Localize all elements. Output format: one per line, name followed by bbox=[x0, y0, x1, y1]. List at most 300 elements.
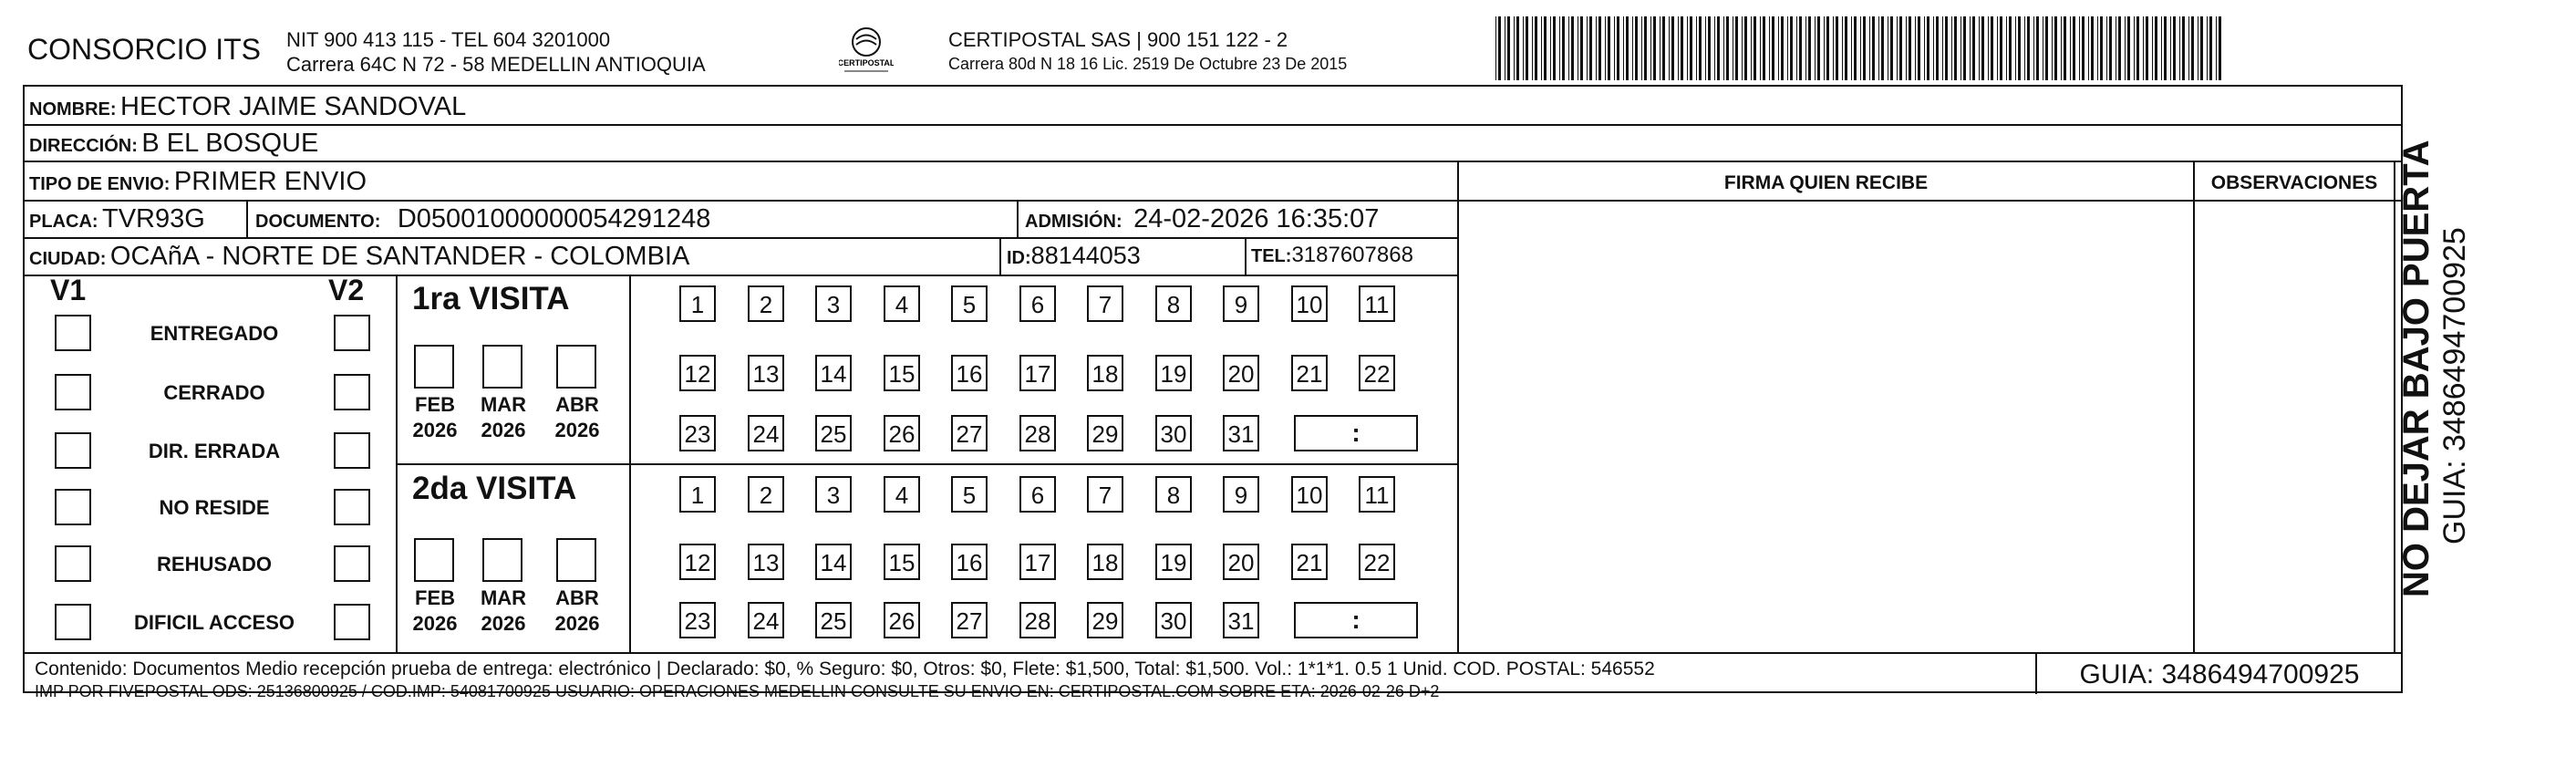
barcode-bar bbox=[1945, 16, 1948, 80]
status-label: NO RESIDE bbox=[159, 496, 270, 519]
v2-checkbox[interactable] bbox=[334, 374, 370, 410]
observaciones-label: OBSERVACIONES bbox=[2210, 172, 2378, 193]
day-box[interactable]: 20 bbox=[1223, 544, 1259, 580]
barcode-bar bbox=[2097, 16, 2098, 80]
day-box[interactable]: 14 bbox=[815, 355, 852, 391]
month-name: ABR bbox=[555, 586, 599, 609]
day-box[interactable]: 22 bbox=[1359, 544, 1395, 580]
barcode-bar bbox=[2082, 16, 2085, 80]
barcode-bar bbox=[1589, 16, 1592, 80]
day-box[interactable]: 18 bbox=[1087, 355, 1123, 391]
barcode-bar bbox=[1869, 16, 1870, 80]
nombre-value: HECTOR JAIME SANDOVAL bbox=[120, 92, 467, 121]
barcode-bar bbox=[1495, 16, 1496, 80]
day-box[interactable]: 29 bbox=[1087, 415, 1123, 451]
barcode-bar bbox=[1696, 16, 1697, 80]
barcode-bar bbox=[2182, 16, 2185, 80]
barcode-bar bbox=[2036, 16, 2039, 80]
barcode-bar bbox=[1671, 16, 1674, 80]
barcode-bar bbox=[1653, 16, 1656, 80]
v2-checkbox[interactable] bbox=[334, 315, 370, 351]
barcode-bar bbox=[1960, 16, 1961, 80]
barcode-bar bbox=[1927, 16, 1929, 80]
barcode-bar bbox=[2064, 16, 2066, 80]
day-box[interactable]: 23 bbox=[679, 602, 716, 638]
footer-imp: IMP POR FIVEPOSTAL ODS: 25136800925 / COD.IMP: 54081700925 USUARIO: OPERACIONES MEDELLIN CONSULTE SU ENVIO EN: CERTIPOSTAL.COM SOBRE ETA: 2026-02-26 D+2 bbox=[35, 682, 1440, 700]
month-year: 2026 bbox=[554, 419, 600, 441]
v1-checkbox[interactable] bbox=[55, 432, 91, 469]
barcode-bar bbox=[1909, 16, 1911, 80]
barcode-bar bbox=[2052, 16, 2053, 80]
side-guia: GUIA: 3486494700925 bbox=[2437, 227, 2472, 544]
day-box[interactable]: 28 bbox=[1019, 415, 1056, 451]
day-box[interactable]: 7 bbox=[1087, 476, 1123, 513]
day-box[interactable]: 22 bbox=[1359, 355, 1395, 391]
barcode-bar bbox=[1717, 16, 1720, 80]
ciudad-row bbox=[29, 242, 689, 272]
barcode-bar bbox=[2179, 16, 2180, 80]
barcode-bar bbox=[1951, 16, 1952, 80]
barcode-bar bbox=[2009, 16, 2012, 80]
admision-row bbox=[1025, 204, 1379, 234]
barcode-bar bbox=[1614, 16, 1615, 80]
barcode-bar bbox=[1626, 16, 1629, 80]
placa-row bbox=[29, 204, 205, 234]
barcode-bar bbox=[1644, 16, 1647, 80]
month-year: 2026 bbox=[554, 612, 600, 635]
barcode-bar bbox=[2207, 16, 2208, 80]
barcode-bar bbox=[1699, 16, 1702, 80]
barcode-bar bbox=[1635, 16, 1638, 80]
barcode-bar bbox=[1559, 16, 1560, 80]
barcode-bar bbox=[1815, 16, 1816, 80]
barcode-bar bbox=[1878, 16, 1879, 80]
barcode-bar bbox=[1808, 16, 1811, 80]
barcode-bar bbox=[1942, 16, 1943, 80]
barcode-bar bbox=[1742, 16, 1743, 80]
barcode-bar bbox=[2136, 16, 2139, 80]
day-box[interactable]: 10 bbox=[1291, 476, 1328, 513]
day-box[interactable]: 20 bbox=[1223, 355, 1259, 391]
barcode-bar bbox=[1535, 16, 1537, 80]
v1-checkbox[interactable] bbox=[55, 315, 91, 351]
address-line: Carrera 64C N 72 - 58 MEDELLIN ANTIOQUIA bbox=[286, 53, 706, 76]
barcode-bar bbox=[1507, 16, 1510, 80]
day-box[interactable]: 9 bbox=[1223, 285, 1259, 322]
day-box[interactable]: 23 bbox=[679, 415, 716, 451]
day-box[interactable]: 2 bbox=[748, 476, 784, 513]
day-box[interactable]: 4 bbox=[884, 285, 920, 322]
barcode-bar bbox=[1754, 16, 1756, 80]
direccion-row bbox=[29, 129, 318, 159]
barcode-bar bbox=[1790, 16, 1793, 80]
barcode-bar bbox=[1936, 16, 1939, 80]
barcode-bar bbox=[1726, 16, 1729, 80]
day-box[interactable]: 27 bbox=[951, 602, 988, 638]
day-box[interactable]: 17 bbox=[1019, 544, 1056, 580]
month-year: 2026 bbox=[412, 612, 458, 635]
barcode-bar bbox=[1854, 16, 1857, 80]
company-info bbox=[286, 27, 706, 77]
barcode-bar bbox=[1897, 16, 1898, 80]
tel-row bbox=[1251, 243, 1413, 268]
barcode bbox=[1495, 16, 2225, 80]
status-label: DIR. ERRADA bbox=[148, 440, 281, 462]
barcode-bar bbox=[2125, 16, 2126, 80]
month-checkbox[interactable] bbox=[556, 538, 596, 582]
day-box[interactable]: 1 bbox=[679, 476, 716, 513]
certipostal-logo bbox=[839, 26, 894, 77]
tel-value: 3187607868 bbox=[1291, 243, 1413, 267]
v1-checkbox[interactable] bbox=[55, 545, 91, 582]
barcode-bar bbox=[1851, 16, 1852, 80]
day-box[interactable]: 27 bbox=[951, 415, 988, 451]
v2-checkbox[interactable] bbox=[334, 432, 370, 469]
barcode-bar bbox=[1781, 16, 1784, 80]
footer-contenido: Contenido: Documentos Medio recepción prueba de entrega: electrónico | Declarado: $0, % Seguro: $0, Otros: $0, Flete: $1,500, Total: $1,500. Vol.: 1*1*1. 0.5 1 Unid. COD. POSTAL: 546552 bbox=[35, 658, 1655, 679]
day-box[interactable]: 13 bbox=[748, 544, 784, 580]
day-box[interactable]: 10 bbox=[1291, 285, 1328, 322]
barcode-bar bbox=[1608, 16, 1610, 80]
documento-label: DOCUMENTO: bbox=[255, 212, 381, 232]
barcode-bar bbox=[2188, 16, 2189, 80]
barcode-bar bbox=[2134, 16, 2135, 80]
ciudad-value: OCAñA - NORTE DE SANTANDER - COLOMBIA bbox=[109, 242, 690, 271]
barcode-bar bbox=[1906, 16, 1907, 80]
barcode-bar bbox=[1598, 16, 1601, 80]
v1-label: V1 bbox=[50, 274, 87, 306]
v2-checkbox[interactable] bbox=[334, 489, 370, 525]
barcode-bar bbox=[1623, 16, 1624, 80]
id-label: ID: bbox=[1007, 248, 1031, 268]
day-box[interactable]: 7 bbox=[1087, 285, 1123, 322]
barcode-bar bbox=[1687, 16, 1688, 80]
barcode-bar bbox=[2033, 16, 2034, 80]
day-box[interactable]: 13 bbox=[748, 355, 784, 391]
barcode-bar bbox=[1580, 16, 1583, 80]
barcode-bar bbox=[1988, 16, 1989, 80]
first-visit-title: 1ra VISITA bbox=[412, 281, 570, 316]
barcode-bar bbox=[1981, 16, 1984, 80]
barcode-bar bbox=[1553, 16, 1556, 80]
day-box[interactable]: 5 bbox=[951, 285, 988, 322]
barcode-bar bbox=[2079, 16, 2080, 80]
barcode-bar bbox=[1796, 16, 1797, 80]
day-box[interactable]: 3 bbox=[815, 476, 852, 513]
day-box[interactable]: 11 bbox=[1359, 476, 1395, 513]
month-name: MAR bbox=[480, 393, 527, 416]
direccion-label: DIRECCIÓN: bbox=[29, 136, 138, 156]
month-checkbox[interactable] bbox=[414, 538, 454, 582]
barcode-bar bbox=[1872, 16, 1875, 80]
barcode-bar bbox=[2109, 16, 2112, 80]
barcode-bar bbox=[1526, 16, 1528, 80]
barcode-bar bbox=[2200, 16, 2203, 80]
barcode-bar bbox=[2018, 16, 2021, 80]
barcode-bar bbox=[1954, 16, 1957, 80]
barcode-bar bbox=[1669, 16, 1670, 80]
barcode-bar bbox=[1714, 16, 1715, 80]
day-box[interactable]: 19 bbox=[1155, 544, 1192, 580]
day-box[interactable]: 5 bbox=[951, 476, 988, 513]
barcode-bar bbox=[2045, 16, 2048, 80]
v1-checkbox[interactable] bbox=[55, 374, 91, 410]
tel-label: TEL: bbox=[1251, 246, 1292, 266]
barcode-bar bbox=[1997, 16, 1998, 80]
placa-value: TVR93G bbox=[102, 204, 205, 233]
day-box[interactable]: 16 bbox=[951, 355, 988, 391]
nit-line: NIT 900 413 115 - TEL 604 3201000 bbox=[286, 28, 611, 51]
month-checkbox[interactable] bbox=[482, 345, 522, 389]
v1-checkbox[interactable] bbox=[55, 489, 91, 525]
barcode-bar bbox=[1860, 16, 1861, 80]
day-box[interactable]: 1 bbox=[679, 285, 716, 322]
barcode-bar bbox=[1833, 16, 1834, 80]
barcode-bar bbox=[1918, 16, 1920, 80]
barcode-bar bbox=[1845, 16, 1847, 80]
barcode-bar bbox=[1963, 16, 1966, 80]
time-box[interactable]: : bbox=[1294, 602, 1418, 638]
barcode-bar bbox=[2024, 16, 2025, 80]
nombre-row bbox=[29, 92, 466, 122]
barcode-bar bbox=[1735, 16, 1738, 80]
day-box[interactable]: 21 bbox=[1291, 355, 1328, 391]
day-box[interactable]: 16 bbox=[951, 544, 988, 580]
month-checkbox[interactable] bbox=[414, 345, 454, 389]
barcode-bar bbox=[1991, 16, 1993, 80]
barcode-bar bbox=[2152, 16, 2153, 80]
day-box[interactable]: 4 bbox=[884, 476, 920, 513]
footer-guia: GUIA: 3486494700925 bbox=[2079, 659, 2360, 690]
barcode-bar bbox=[1970, 16, 1971, 80]
month-name: FEB bbox=[415, 586, 455, 609]
barcode-bar bbox=[1541, 16, 1542, 80]
day-box[interactable]: 12 bbox=[679, 544, 716, 580]
day-box[interactable]: 31 bbox=[1223, 602, 1259, 638]
barcode-bar bbox=[2209, 16, 2212, 80]
v1-checkbox[interactable] bbox=[55, 604, 91, 640]
ciudad-label: CIUDAD: bbox=[29, 249, 107, 269]
barcode-bar bbox=[1836, 16, 1838, 80]
day-box[interactable]: 6 bbox=[1019, 285, 1056, 322]
day-box[interactable]: 15 bbox=[884, 355, 920, 391]
documento-row bbox=[255, 204, 710, 234]
barcode-bar bbox=[1763, 16, 1765, 80]
barcode-bar bbox=[1744, 16, 1747, 80]
barcode-bar bbox=[1933, 16, 1934, 80]
firma-label: FIRMA QUIEN RECIBE bbox=[1723, 172, 1929, 193]
barcode-bar bbox=[1498, 16, 1501, 80]
v2-checkbox[interactable] bbox=[334, 545, 370, 582]
barcode-bar bbox=[2000, 16, 2002, 80]
day-box[interactable]: 24 bbox=[748, 415, 784, 451]
barcode-bar bbox=[2127, 16, 2130, 80]
v2-label: V2 bbox=[328, 274, 365, 306]
tipo-row bbox=[29, 167, 367, 197]
month-name: MAR bbox=[480, 586, 527, 609]
barcode-bar bbox=[2173, 16, 2176, 80]
day-box[interactable]: 8 bbox=[1155, 476, 1192, 513]
day-box[interactable]: 19 bbox=[1155, 355, 1192, 391]
barcode-bar bbox=[1617, 16, 1619, 80]
day-box[interactable]: 8 bbox=[1155, 285, 1192, 322]
barcode-bar bbox=[2073, 16, 2075, 80]
second-visit-title: 2da VISITA bbox=[412, 471, 577, 506]
id-row bbox=[1007, 242, 1141, 270]
barcode-bar bbox=[2191, 16, 2194, 80]
barcode-bar bbox=[1826, 16, 1829, 80]
v2-checkbox[interactable] bbox=[334, 604, 370, 640]
barcode-bar bbox=[1516, 16, 1519, 80]
barcode-bar bbox=[1863, 16, 1866, 80]
day-box[interactable]: 30 bbox=[1155, 602, 1192, 638]
barcode-bar bbox=[1799, 16, 1802, 80]
barcode-bar bbox=[1550, 16, 1551, 80]
barcode-bar bbox=[2091, 16, 2094, 80]
barcode-bar bbox=[1705, 16, 1706, 80]
barcode-bar bbox=[1641, 16, 1642, 80]
barcode-bar bbox=[2216, 16, 2217, 80]
barcode-bar bbox=[1690, 16, 1692, 80]
barcode-bar bbox=[1708, 16, 1711, 80]
barcode-bar bbox=[1769, 16, 1770, 80]
barcode-bar bbox=[1915, 16, 1916, 80]
barcode-bar bbox=[2219, 16, 2221, 80]
barcode-bar bbox=[1571, 16, 1574, 80]
barcode-bar bbox=[1805, 16, 1806, 80]
tipo-value: PRIMER ENVIO bbox=[173, 167, 367, 196]
admision-value: 24-02-2026 16:35:07 bbox=[1133, 204, 1380, 233]
barcode-bar bbox=[2100, 16, 2103, 80]
barcode-bar bbox=[1568, 16, 1569, 80]
day-box[interactable]: 30 bbox=[1155, 415, 1192, 451]
barcode-bar bbox=[2070, 16, 2071, 80]
certipostal-info bbox=[948, 27, 1347, 77]
barcode-bar bbox=[1772, 16, 1774, 80]
barcode-bar bbox=[1523, 16, 1524, 80]
barcode-bar bbox=[1979, 16, 1980, 80]
barcode-bar bbox=[1824, 16, 1825, 80]
day-box[interactable]: 24 bbox=[748, 602, 784, 638]
barcode-bar bbox=[1972, 16, 1975, 80]
barcode-bar bbox=[1924, 16, 1925, 80]
side-warning: NO DEJAR BAJO PUERTA bbox=[2396, 140, 2436, 597]
barcode-bar bbox=[1723, 16, 1724, 80]
barcode-bar bbox=[2155, 16, 2157, 80]
status-label: ENTREGADO bbox=[150, 322, 279, 345]
barcode-bar bbox=[1532, 16, 1533, 80]
logo-text: CERTIPOSTAL bbox=[839, 58, 894, 67]
day-box[interactable]: 25 bbox=[815, 602, 852, 638]
barcode-bar bbox=[1650, 16, 1651, 80]
barcode-bar bbox=[2164, 16, 2167, 80]
barcode-bar bbox=[2015, 16, 2016, 80]
barcode-bar bbox=[1842, 16, 1843, 80]
barcode-bar bbox=[1817, 16, 1820, 80]
month-name: FEB bbox=[415, 393, 455, 416]
day-box[interactable]: 31 bbox=[1223, 415, 1259, 451]
day-box[interactable]: 11 bbox=[1359, 285, 1395, 322]
barcode-bar bbox=[1514, 16, 1515, 80]
barcode-bar bbox=[2106, 16, 2107, 80]
barcode-bar bbox=[1899, 16, 1902, 80]
status-label: DIFICIL ACCESO bbox=[133, 611, 295, 634]
status-label: CERRADO bbox=[163, 381, 265, 404]
barcode-bar bbox=[1587, 16, 1588, 80]
month-name: ABR bbox=[555, 393, 599, 416]
barcode-bar bbox=[1596, 16, 1597, 80]
time-box[interactable]: : bbox=[1294, 415, 1418, 451]
placa-label: PLACA: bbox=[29, 212, 98, 232]
certipostal-line: CERTIPOSTAL SAS | 900 151 122 - 2 bbox=[948, 28, 1288, 51]
barcode-bar bbox=[2088, 16, 2089, 80]
documento-value: D05001000000054291248 bbox=[397, 204, 711, 233]
barcode-bar bbox=[2161, 16, 2162, 80]
barcode-bar bbox=[1890, 16, 1893, 80]
month-year: 2026 bbox=[481, 612, 526, 635]
barcode-bar bbox=[2146, 16, 2148, 80]
barcode-bar bbox=[1544, 16, 1547, 80]
status-label: REHUSADO bbox=[157, 553, 272, 576]
barcode-bar bbox=[1751, 16, 1752, 80]
day-box[interactable]: 18 bbox=[1087, 544, 1123, 580]
barcode-bar bbox=[1662, 16, 1665, 80]
month-checkbox[interactable] bbox=[556, 345, 596, 389]
direccion-value: B EL BOSQUE bbox=[141, 129, 319, 158]
logo-icon bbox=[839, 26, 894, 77]
day-box[interactable]: 26 bbox=[884, 602, 920, 638]
barcode-bar bbox=[1881, 16, 1884, 80]
day-box[interactable]: 2 bbox=[748, 285, 784, 322]
barcode-bar bbox=[2118, 16, 2121, 80]
tipo-label: TIPO DE ENVIO: bbox=[29, 174, 171, 194]
side-text bbox=[2396, 140, 2473, 597]
barcode-bar bbox=[2006, 16, 2007, 80]
month-checkbox[interactable] bbox=[482, 538, 522, 582]
barcode-bar bbox=[1778, 16, 1779, 80]
day-box[interactable]: 29 bbox=[1087, 602, 1123, 638]
day-box[interactable]: 15 bbox=[884, 544, 920, 580]
barcode-bar bbox=[1760, 16, 1761, 80]
barcode-bar bbox=[2143, 16, 2144, 80]
day-box[interactable]: 6 bbox=[1019, 476, 1056, 513]
barcode-bar bbox=[1605, 16, 1606, 80]
month-year: 2026 bbox=[481, 419, 526, 441]
barcode-bar bbox=[1681, 16, 1683, 80]
day-box[interactable]: 12 bbox=[679, 355, 716, 391]
day-box[interactable]: 25 bbox=[815, 415, 852, 451]
barcode-bar bbox=[1632, 16, 1633, 80]
barcode-bar bbox=[1562, 16, 1565, 80]
day-box[interactable]: 26 bbox=[884, 415, 920, 451]
month-year: 2026 bbox=[412, 419, 458, 441]
company-name: CONSORCIO ITS bbox=[27, 33, 262, 66]
day-box[interactable]: 9 bbox=[1223, 476, 1259, 513]
barcode-bar bbox=[1787, 16, 1788, 80]
barcode-bar bbox=[2061, 16, 2062, 80]
day-box[interactable]: 3 bbox=[815, 285, 852, 322]
barcode-bar bbox=[2054, 16, 2057, 80]
license-line: Carrera 80d N 18 16 Lic. 2519 De Octubre 23 De 2015 bbox=[948, 55, 1348, 73]
id-value: 88144053 bbox=[1030, 242, 1141, 269]
day-box[interactable]: 17 bbox=[1019, 355, 1056, 391]
day-box[interactable]: 14 bbox=[815, 544, 852, 580]
barcode-bar bbox=[2027, 16, 2030, 80]
day-box[interactable]: 21 bbox=[1291, 544, 1328, 580]
day-box[interactable]: 28 bbox=[1019, 602, 1056, 638]
nombre-label: NOMBRE: bbox=[29, 99, 117, 119]
barcode-bar bbox=[1678, 16, 1679, 80]
